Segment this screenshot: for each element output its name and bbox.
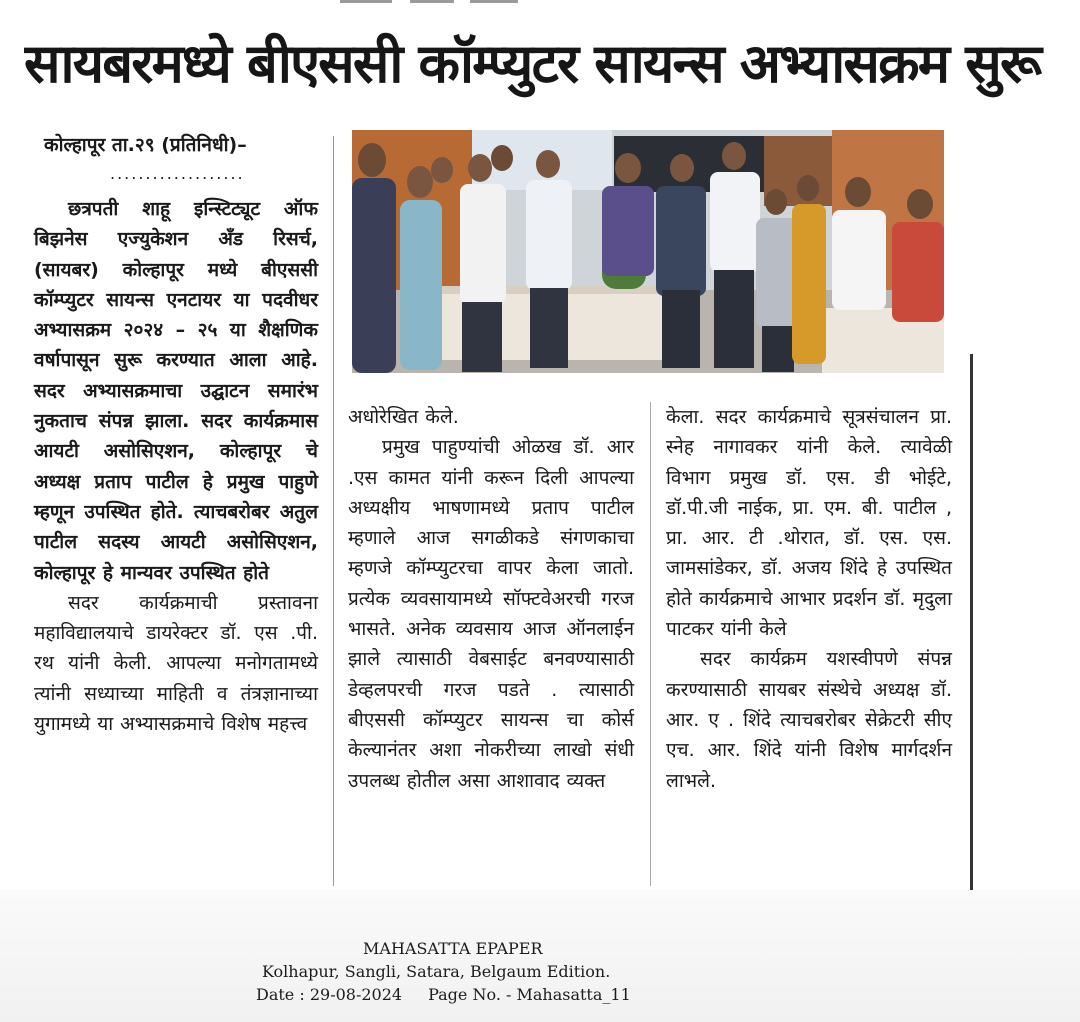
top-cropped-strip: [330, 0, 530, 6]
event-photo-illustration: [352, 130, 944, 373]
event-photo: [352, 130, 944, 373]
footer-date: Date : 29-08-2024: [256, 985, 403, 1004]
article-column-1: [34, 194, 318, 739]
paragraph: सदर कार्यक्रम यशस्वीपणे संपन्न करण्यासाठी सायबर संस्थेचे अध्यक्ष डॉ. आर. ए . शिंदे त्याचबरोबर सेक्रेटरी सीए एच. आर. शिंदे यांनी विशेष मार्गदर्शन लाभले.: [666, 648, 952, 792]
right-edge-rule: [970, 354, 973, 890]
paragraph: केला. सदर कार्यक्रमाचे सूत्रसंचालन प्रा. स्नेह नागावकर यांनी केले. त्यावेळी विभाग प्रमुख डॉ. एस. डी भोईटे, डॉ.पी.जी नाईक, प्रा. एम. बी. पाटील , प्रा. आर. टी .थोरात, डॉ. एस. एस. जामसांडेकर, डॉ. अजय शिंदे हे उपस्थित होते कार्यक्रमाचे आभार प्रदर्शन डॉ. मृदुला पाटकर यांनी केले: [666, 406, 952, 641]
paragraph: सदर कार्यक्रमाची प्रस्तावना महाविद्यालयाचे डायरेक्टर डॉ. एस .पी. रथ यांनी केली. आपल्या मनोगतामध्ये त्यांनी सध्याच्या माहिती व तंत्रज्ञानाच्या युगामध्ये या अभ्यासक्रमाचे विशेष महत्त्व: [34, 591, 318, 736]
footer-edition: Kolhapur, Sangli, Satara, Belgaum Edition.: [262, 962, 611, 981]
column-rule: [650, 402, 651, 886]
article-column-3: [666, 402, 952, 796]
dateline: कोल्हापूर ता.२९ (प्रतिनिधी)–: [44, 134, 247, 156]
footer-date-page: [248, 983, 688, 1006]
footer-page: Page No. - Mahasatta_11: [428, 985, 631, 1004]
paragraph: अधोरेखित केले.: [348, 406, 459, 428]
footer: [248, 937, 688, 1006]
article-column-2: [348, 402, 634, 796]
column-rule: [333, 136, 334, 886]
paragraph: छत्रपती शाहू इन्स्टिट्यूट ऑफ बिझनेस एज्युकेशन अँड रिसर्च, (सायबर) कोल्हापूर मध्ये बीएससी कॉम्प्युटर सायन्स एनटायर या पदवीधर अभ्यासक्रम २०२४ – २५ या शैक्षणिक वर्षापासून सुरू करण्यात आला आहे. सदर अभ्यासक्रमाचा उद्घाटन समारंभ नुकताच संपन्न झाला. सदर कार्यक्रमास आयटी असोसिएशन, कोल्हापूर चे अध्यक्ष प्रताप पाटील हे प्रमुख पाहुणे म्हणून उपस्थित होते. त्याचबरोबर अतुल पाटील सदस्य आयटी असोसिएशन, कोल्हापूर हे मान्यवर उपस्थित होते: [34, 198, 318, 584]
paragraph: प्रमुख पाहुण्यांची ओळख डॉ. आर .एस कामत यांनी करून दिली आपल्या अध्यक्षीय भाषणामध्ये प्रताप पाटील म्हणाले आज सगळीकडे संगणकाचा म्हणजे कॉम्प्युटरचा वापर केला जातो. प्रत्येक व्यवसायामध्ये सॉफ्टवेअरची गरज भासते. अनेक व्यवसाय आज ऑनलाईन झाले त्यासाठी वेबसाईट बनवण्यासाठी डेव्हलपरची गरज पडते . त्यासाठी बीएससी कॉम्प्युटर सायन्स चा कोर्स केल्यानंतर अशा नोकरीच्या लाखो संधी उपलब्ध होतील असा आशावाद व्यक्त: [348, 436, 634, 792]
dotted-separator: ...................: [110, 164, 245, 183]
footer-paper-name: MAHASATTA EPAPER: [363, 939, 543, 958]
headline: सायबरमध्ये बीएससी कॉम्प्युटर सायन्स अभ्यासक्रम सुरू: [24, 32, 1041, 95]
